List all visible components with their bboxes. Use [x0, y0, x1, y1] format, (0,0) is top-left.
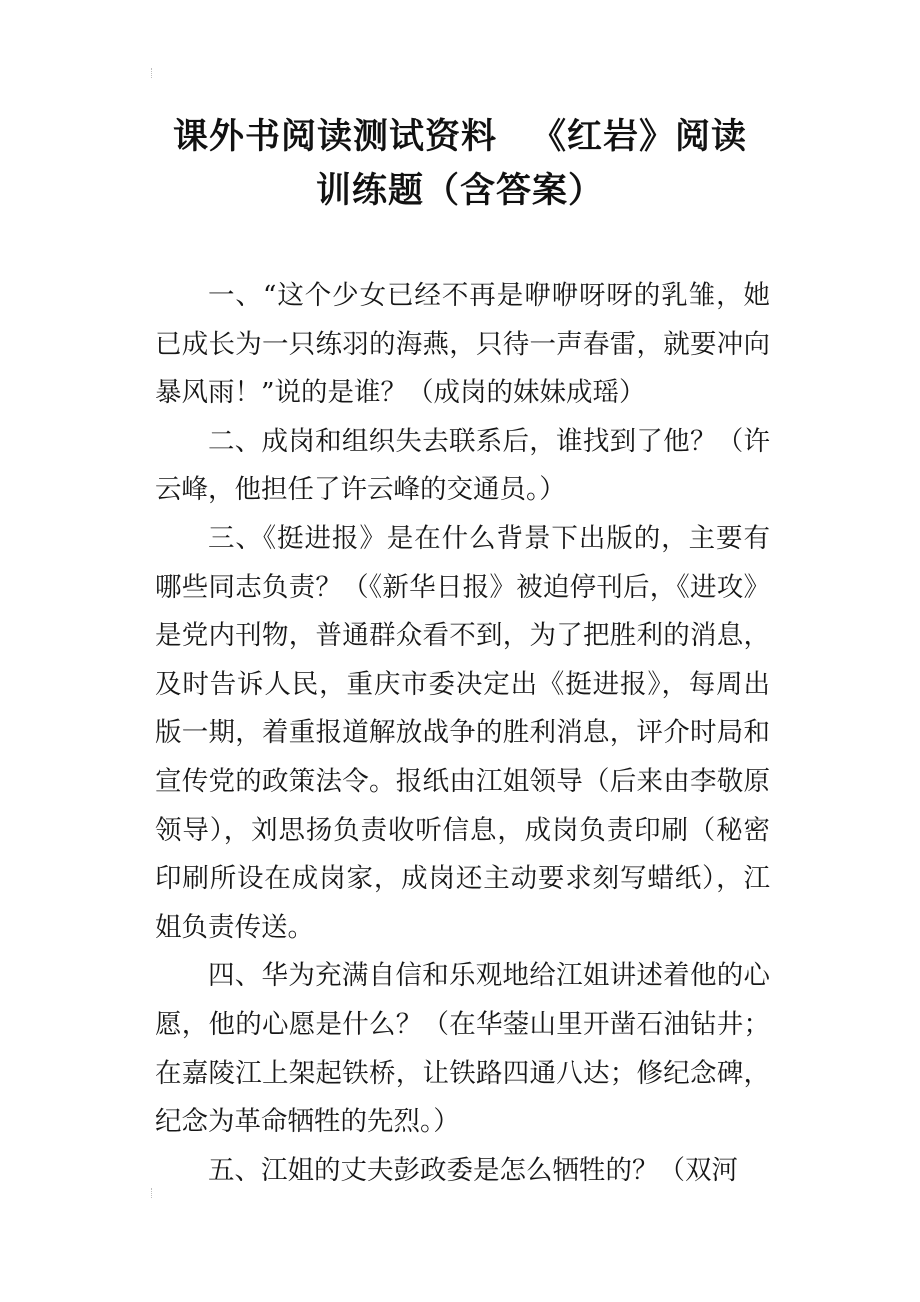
title-line-2: 训练题（含答案） — [315, 171, 604, 211]
document-title — [120, 110, 800, 218]
corner-crop-mark — [151, 68, 158, 78]
corner-crop-mark — [151, 1188, 158, 1198]
document-body — [155, 272, 770, 1195]
title-part-b: 《红岩》阅读 — [531, 117, 748, 157]
title-line-1 — [120, 110, 800, 164]
question-paragraph-5: 五、江姐的丈夫彭政委是怎么牺牲的？（双河 — [208, 1154, 738, 1186]
question-paragraph-1: 一、“这个少女已经不再是咿咿呀呀的乳雏，她已成长为一只练羽的海燕，只待一声春雷，就要冲向暴风雨！”说的是谁？（成岗的妹妹成瑶） — [155, 280, 770, 409]
question-paragraph-2: 二、成岗和组织失去联系后，谁找到了他？（许云峰，他担任了许云峰的交通员。） — [155, 425, 770, 506]
question-paragraph-4: 四、华为充满自信和乐观地给江姐讲述着他的心愿，他的心愿是什么？（在华蓥山里开凿石油钻井；在嘉陵江上架起铁桥，让铁路四通八达；修纪念碑，纪念为革命牺牲的先烈。） — [155, 960, 770, 1138]
question-paragraph-3: 三、《挺进报》是在什么背景下出版的，主要有哪些同志负责？（《新华日报》被迫停刊后，《进攻》是党内刊物，普通群众看不到，为了把胜利的消息，及时告诉人民，重庆市委决定出《挺进报》，每周出版一期，着重报道解放战争的胜利消息，评介时局和宣传党的政策法令。报纸由江姐领导（后来由李敬原领导），刘思扬负责收听信息，成岗负责印刷（秘密印刷所设在成岗家，成岗还主动要求刻写蜡纸），江姐负责传送。 — [155, 522, 770, 943]
title-part-a: 课外书阅读测试资料 — [172, 117, 497, 157]
